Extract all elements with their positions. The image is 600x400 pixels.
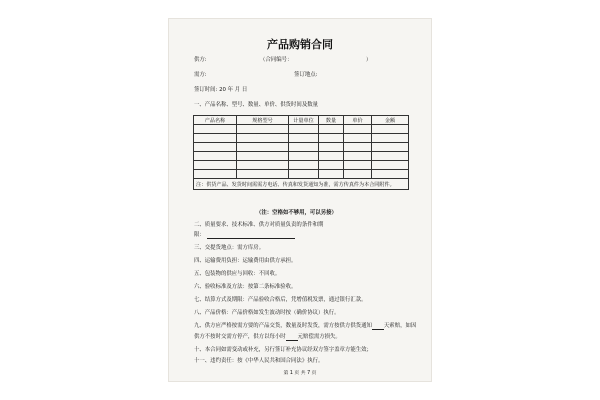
- clause-2-cont: [194, 232, 295, 239]
- supplier-label: 供方:: [194, 57, 207, 63]
- table-cell: [319, 152, 344, 161]
- table-cell: [237, 161, 289, 170]
- table-row: [194, 125, 409, 134]
- table-row: [194, 134, 409, 143]
- table-cell: [194, 161, 237, 170]
- document-title: 产品购销合同: [267, 38, 333, 51]
- clause-2: 二、质量要求、技术标准、供方对质量负责的条件和期: [194, 222, 324, 228]
- table-cell: [194, 143, 237, 152]
- contract-number-close: ）: [365, 57, 372, 63]
- table-cell: [344, 134, 372, 143]
- clause-2-label: 限：: [194, 232, 205, 238]
- table-note: 注：供货产品、发货时间需需方电话、传真和发货通知为准，需方传真件为本合同附件。: [194, 179, 409, 190]
- clause-9-cont-tail: 元赔偿需方损失。: [297, 334, 341, 340]
- table-row: [194, 143, 409, 152]
- clause-9-cont: [194, 334, 341, 341]
- sign-place-label: 签订地点:: [294, 72, 318, 78]
- blank-line: [286, 334, 298, 341]
- table-note-row: [194, 179, 409, 190]
- table-cell: [194, 134, 237, 143]
- table-cell: [194, 170, 237, 179]
- page-footer: 第 1 页 共 7 页: [283, 371, 317, 376]
- table-cell: [237, 125, 289, 134]
- buyer-label: 需方:: [194, 72, 207, 78]
- table-cell: [319, 161, 344, 170]
- clause-9: [194, 323, 416, 330]
- table-cell: [237, 134, 289, 143]
- contract-number-label: （合同编号：: [260, 57, 293, 63]
- table-row: [194, 152, 409, 161]
- table-cell: [372, 170, 409, 179]
- blank-line: [372, 323, 384, 330]
- table-cell: [344, 152, 372, 161]
- table-header-row: [194, 116, 409, 125]
- table-cell: [372, 143, 409, 152]
- table-cell: [237, 152, 289, 161]
- table-cell: [372, 125, 409, 134]
- table-cell: [237, 170, 289, 179]
- table-cell: [237, 143, 289, 152]
- table-cell: [194, 152, 237, 161]
- contract-page: [168, 18, 432, 382]
- clause-8: 八、产品价格：产品价格如发生波动时按（确价协议）执行。: [194, 310, 340, 316]
- table-header: 规格型号: [237, 116, 289, 125]
- table-cell: [289, 170, 319, 179]
- table-cell: [344, 125, 372, 134]
- table-cell: [319, 134, 344, 143]
- table-cell: [344, 170, 372, 179]
- clause-9-cont-text: 供方不按时交需方停产，供方以每小时: [194, 334, 286, 340]
- blank-line: [207, 232, 295, 239]
- table-row: [194, 161, 409, 170]
- clause-6: 六、验收标准及方法：按第二条标准验收。: [194, 284, 297, 290]
- table-cell: [344, 161, 372, 170]
- clause-9-tail: 天索赔，如因: [383, 323, 417, 329]
- table-cell: [319, 170, 344, 179]
- clause-11: 十一、违约责任：按《中华人民共和国合同法》执行。: [194, 358, 324, 364]
- clause-7: 七、结算方式及期限：产品验收合格后，凭增值税发票，通过银行汇款。: [194, 297, 367, 303]
- product-table: [193, 115, 409, 190]
- sign-time: 签订时间: 20 年 月 日: [194, 87, 248, 93]
- table-cell: [289, 134, 319, 143]
- table-cell: [344, 143, 372, 152]
- table-cell: [319, 125, 344, 134]
- table-cell: [194, 125, 237, 134]
- clause-5: 五、包装物的供应与回收：不回收。: [194, 271, 281, 277]
- clause-4: 四、运输费用负担：运输费用由供方承担。: [194, 258, 297, 264]
- table-cell: [372, 161, 409, 170]
- table-header: 单价: [344, 116, 372, 125]
- table-cell: [372, 152, 409, 161]
- table-header: 产品名称: [194, 116, 237, 125]
- table-cell: [289, 125, 319, 134]
- table-subnote: （注：空格如不够用，可以另接）: [256, 210, 337, 216]
- table-header: 数量: [319, 116, 344, 125]
- table-cell: [289, 152, 319, 161]
- clause-1: 一、产品名称、型号、数量、单价、供货时间及数量: [194, 102, 318, 108]
- table-row: [194, 170, 409, 179]
- clause-10: 十、本合同如需变动或补充，另行签订补充协议经双方签字盖章方能生效；: [194, 347, 372, 353]
- table-header: 金额: [372, 116, 409, 125]
- table-header: 计量单位: [289, 116, 319, 125]
- table-cell: [289, 161, 319, 170]
- table-cell: [289, 143, 319, 152]
- supplier-line: [194, 57, 371, 64]
- table-cell: [372, 134, 409, 143]
- buyer-line: [194, 72, 317, 79]
- table-cell: [319, 143, 344, 152]
- clause-3: 三、交提货地点：需方库房。: [194, 245, 265, 251]
- clause-9-text: 九、供方应严格按需方要的产品交货，数量及时发货，需方按供方供货通知: [194, 323, 372, 329]
